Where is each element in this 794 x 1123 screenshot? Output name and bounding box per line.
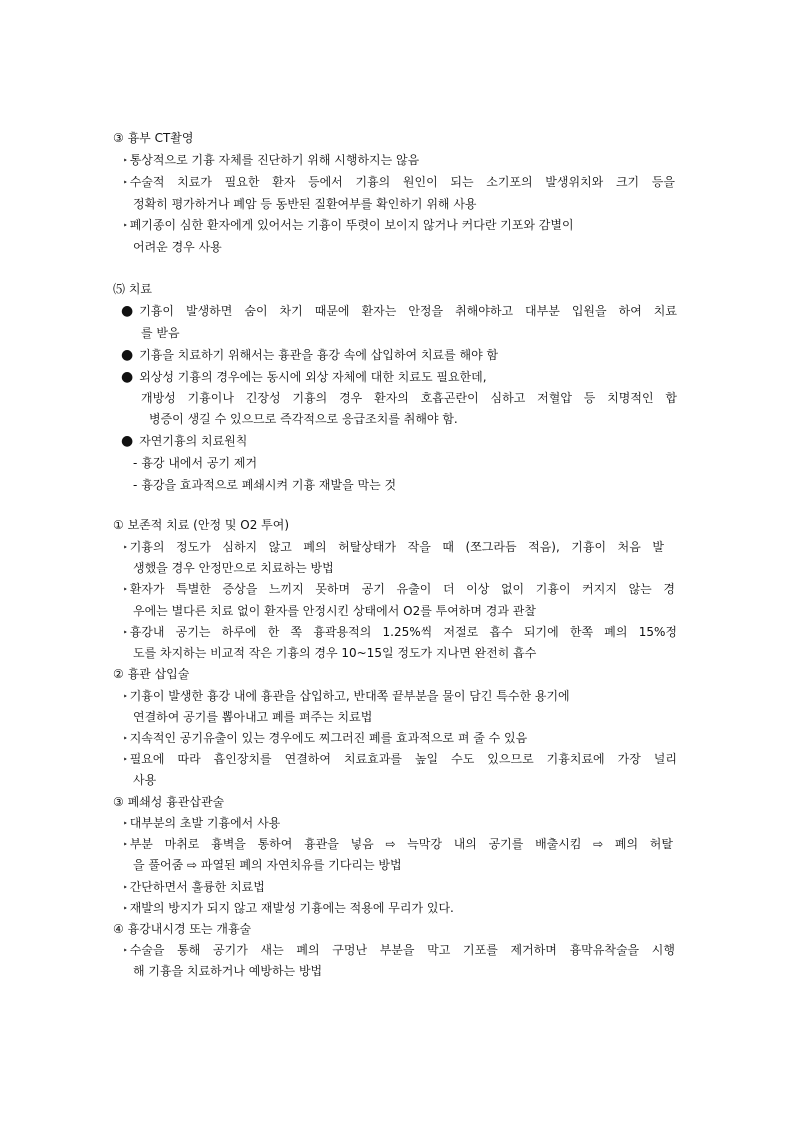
section-heading bbox=[113, 517, 289, 533]
dash-text: 흉강 내에서 공기 제거 bbox=[141, 456, 258, 470]
dot-item bbox=[121, 303, 677, 319]
bullet-text: 필요에 따라 흡인장치를 연결하여 치료효과를 높일 수도 있으므로 기흉치료에 가장 널리 bbox=[129, 752, 677, 766]
triangle-bullet-icon: ‣ bbox=[123, 883, 128, 892]
triangle-bullet-icon: ‣ bbox=[123, 734, 128, 743]
dot-text: 기흉을 치료하기 위해서는 흉관을 흉강 속에 삽입하여 치료를 해야 함 bbox=[139, 348, 499, 362]
bullet-text: 흉강내 공기는 하루에 한 쪽 흉곽용적의 1.25%씩 저절로 흡수 되기에 한쪽 폐의 15%정 bbox=[129, 625, 677, 639]
bullet-text: 간단하면서 훌륭한 치료법 bbox=[129, 880, 265, 894]
section-heading bbox=[113, 921, 251, 937]
bullet-item bbox=[123, 879, 265, 896]
heading-text: 흉관 삽입술 bbox=[127, 667, 190, 681]
bullet-item bbox=[123, 624, 677, 641]
bullet-text: 수술을 통해 공기가 새는 폐의 구멍난 부분을 막고 기포를 제거하며 흉막유착술을 시행 bbox=[129, 943, 675, 957]
bullet-continuation: 해 기흉을 치료하거나 예방하는 방법 bbox=[133, 964, 323, 978]
triangle-bullet-icon: ‣ bbox=[123, 904, 128, 913]
section-heading bbox=[113, 666, 189, 682]
bullet-text: 기흉이 발생한 흉강 내에 흉관을 삽입하고, 반대쪽 끝부분을 물이 담긴 특수한 용기에 bbox=[129, 689, 570, 703]
bullet-continuation: 생했을 경우 안정만으로 치료하는 방법 bbox=[133, 561, 334, 575]
bullet-text: 수술적 치료가 필요한 환자 등에서 기흉의 원인이 되는 소기포의 발생위치와 크기 등을 bbox=[129, 175, 675, 189]
bullet-dot-icon: ● bbox=[121, 369, 134, 385]
bullet-continuation: 우에는 별다른 치료 없이 환자를 안정시킨 상태에서 O2를 투여하며 경과 관찰 bbox=[133, 604, 536, 618]
bullet-item bbox=[123, 730, 527, 747]
circled-number: ③ bbox=[113, 795, 124, 809]
bullet-text: 재발의 방지가 되지 않고 재발성 기흉에는 적용에 무리가 있다. bbox=[129, 901, 454, 915]
heading-text: 보존적 치료 (안정 및 O2 투여) bbox=[127, 518, 290, 532]
triangle-bullet-icon: ‣ bbox=[123, 946, 128, 955]
triangle-bullet-icon: ‣ bbox=[123, 628, 128, 637]
section-heading bbox=[113, 281, 152, 297]
bullet-item bbox=[123, 539, 664, 556]
dash-bullet-icon: - bbox=[133, 456, 138, 470]
triangle-bullet-icon: ‣ bbox=[123, 692, 128, 701]
bullet-item bbox=[123, 581, 675, 598]
bullet-item bbox=[123, 152, 419, 169]
dash-item bbox=[133, 455, 257, 471]
bullet-item bbox=[123, 836, 673, 853]
bullet-continuation: 을 풀어줌 ⇨ 파열된 폐의 자연치유를 기다리는 방법 bbox=[133, 858, 402, 872]
dot-continuation: 를 받음 bbox=[141, 326, 180, 340]
dash-text: 흉강을 효과적으로 폐쇄시켜 기흉 재발을 막는 것 bbox=[141, 478, 397, 492]
triangle-bullet-icon: ‣ bbox=[123, 585, 128, 594]
dot-item bbox=[121, 369, 487, 385]
bullet-continuation: 정확히 평가하거나 폐암 등 동반된 질환여부를 확인하기 위해 사용 bbox=[133, 197, 477, 211]
bullet-item bbox=[123, 900, 454, 917]
bullet-text: 통상적으로 기흉 자체를 진단하기 위해 시행하지는 않음 bbox=[129, 153, 420, 167]
bullet-text: 부분 마취로 흉벽을 통하여 흉관을 넣음 ⇨ 늑막강 내의 공기를 배출시킴 ⇨ 폐의 허탈 bbox=[129, 837, 673, 851]
bullet-text: 대부분의 초발 기흉에서 사용 bbox=[129, 816, 281, 830]
triangle-bullet-icon: ‣ bbox=[123, 178, 128, 187]
circled-number: ④ bbox=[113, 922, 124, 936]
dot-item bbox=[121, 347, 498, 363]
section-heading bbox=[113, 794, 224, 810]
triangle-bullet-icon: ‣ bbox=[123, 840, 128, 849]
bullet-item bbox=[123, 688, 570, 705]
dot-item bbox=[121, 433, 247, 449]
heading-text: 흉강내시경 또는 개흉술 bbox=[127, 922, 252, 936]
bullet-item bbox=[123, 942, 675, 959]
triangle-bullet-icon: ‣ bbox=[123, 543, 128, 552]
dot-text: 기흉이 발생하면 숨이 차기 때문에 환자는 안정을 취해야하고 대부분 입원을 하여 치료 bbox=[139, 304, 677, 318]
heading-text: 폐쇄성 흉관삽관술 bbox=[127, 795, 225, 809]
bullet-continuation: 연결하여 공기를 뽑아내고 폐를 펴주는 치료법 bbox=[133, 710, 373, 724]
heading-text: 치료 bbox=[128, 282, 153, 296]
triangle-bullet-icon: ‣ bbox=[123, 221, 128, 230]
bullet-text: 지속적인 공기유출이 있는 경우에도 찌그러진 폐를 효과적으로 펴 줄 수 있음 bbox=[129, 731, 528, 745]
circled-number: ③ bbox=[113, 131, 124, 145]
bullet-continuation: 도를 차지하는 비교적 작은 기흉의 경우 10~15일 정도가 지나면 완전히 흡수 bbox=[133, 646, 537, 660]
bullet-item bbox=[123, 751, 677, 768]
dot-text: 외상성 기흉의 경우에는 동시에 외상 자체에 대한 치료도 필요한데, bbox=[139, 370, 487, 384]
bullet-dot-icon: ● bbox=[121, 347, 134, 363]
circled-number: ① bbox=[113, 518, 124, 532]
bullet-item bbox=[123, 174, 675, 191]
bullet-text: 기흉의 정도가 심하지 않고 폐의 허탈상태가 작을 때 (쪼그라듬 적음), 기흉이 처음 발 bbox=[129, 540, 664, 554]
dash-item bbox=[133, 477, 396, 493]
bullet-item bbox=[123, 815, 280, 832]
parenthesized-number: ⑸ bbox=[113, 282, 126, 296]
dash-bullet-icon: - bbox=[133, 478, 138, 492]
section-heading bbox=[113, 130, 194, 146]
triangle-bullet-icon: ‣ bbox=[123, 819, 128, 828]
bullet-text: 폐기종이 심한 환자에게 있어서는 기흉이 뚜렷이 보이지 않거나 커다란 기포와 감별이 bbox=[129, 218, 574, 232]
dot-continuation: 병증이 생길 수 있으므로 즉각적으로 응급조치를 취해야 함. bbox=[149, 412, 458, 426]
heading-text: 흉부 CT촬영 bbox=[127, 131, 194, 145]
dot-continuation: 개방성 기흉이나 긴장성 기흉의 경우 환자의 호흡곤란이 심하고 저혈압 등 치명적인 합 bbox=[141, 391, 677, 405]
triangle-bullet-icon: ‣ bbox=[123, 755, 128, 764]
bullet-dot-icon: ● bbox=[121, 303, 134, 319]
circled-number: ② bbox=[113, 667, 124, 681]
bullet-text: 환자가 특별한 증상을 느끼지 못하며 공기 유출이 더 이상 없이 기흉이 커지지 않는 경 bbox=[129, 582, 675, 596]
bullet-continuation: 어려운 경우 사용 bbox=[133, 240, 222, 254]
bullet-continuation: 사용 bbox=[133, 773, 157, 787]
dot-text: 자연기흉의 치료원칙 bbox=[139, 434, 248, 448]
triangle-bullet-icon: ‣ bbox=[123, 156, 128, 165]
bullet-item bbox=[123, 217, 574, 234]
bullet-dot-icon: ● bbox=[121, 433, 134, 449]
